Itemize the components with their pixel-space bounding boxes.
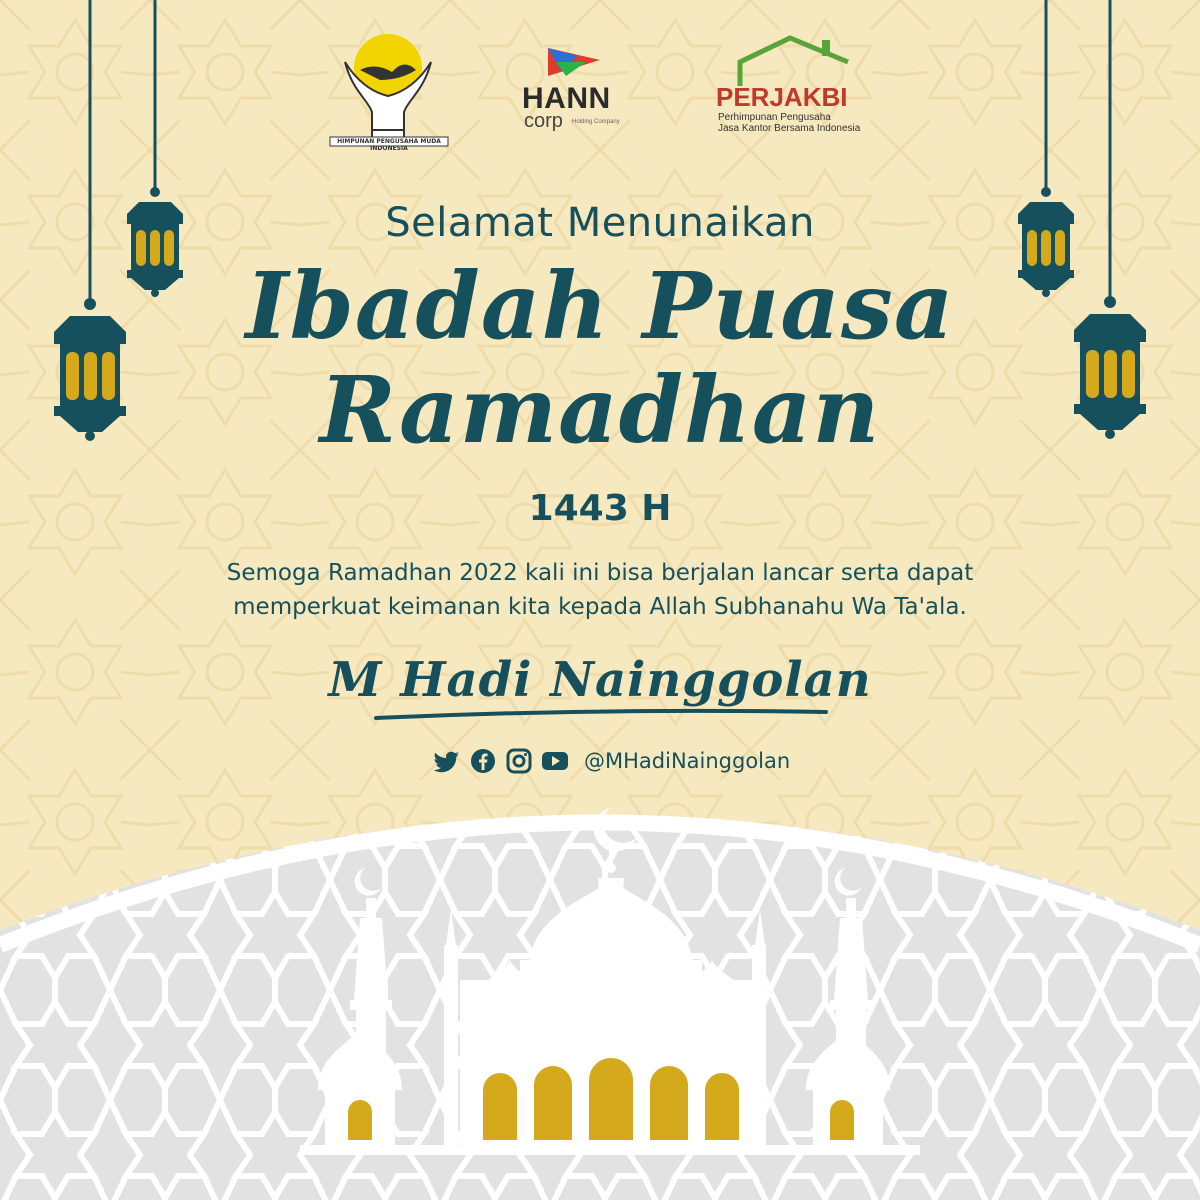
hijri-year: 1443 H	[528, 488, 672, 529]
instagram-icon[interactable]	[504, 746, 534, 776]
message-line-1: Semoga Ramadhan 2022 kali ini bisa berjalan lancar serta dapat	[226, 560, 974, 586]
hipmi-caption: HIMPUNAN PENGUSAHA MUDA INDONESIA	[337, 138, 441, 152]
title-line-1: Ibadah Puasa	[245, 252, 955, 360]
hann-sub: corp	[524, 110, 563, 132]
twitter-icon[interactable]	[432, 746, 462, 776]
message-line-2: memperkuat keimanan kita kepada Allah Subhanahu Wa Ta'ala.	[233, 594, 967, 620]
social-handle[interactable]: @MHadiNainggolan	[584, 749, 791, 773]
youtube-icon[interactable]	[540, 746, 570, 776]
perjakbi-line2: Jasa Kantor Bersama Indonesia	[718, 123, 861, 134]
hann-name: HANN	[522, 82, 611, 115]
perjakbi-line1: Perhimpunan Pengusaha	[718, 112, 831, 123]
perjakbi-name-text: PERJAKBI	[716, 82, 848, 112]
greeting-line: Selamat Menunaikan	[385, 200, 815, 246]
signature-name: M Hadi Nainggolan	[328, 652, 872, 708]
social-row	[432, 746, 790, 776]
title-line-2: Ramadhan	[319, 356, 881, 464]
facebook-icon[interactable]	[468, 746, 498, 776]
hann-tag: Holding Company	[572, 119, 620, 125]
